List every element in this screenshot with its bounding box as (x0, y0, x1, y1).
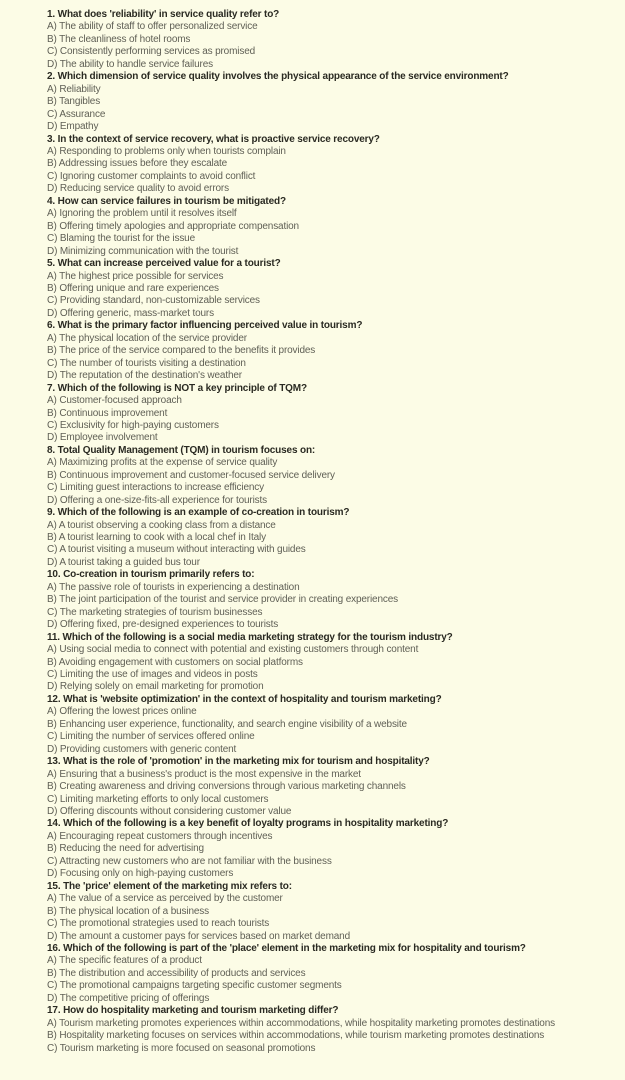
answer-option: D) Offering fixed, pre-designed experiences to tourists (47, 619, 279, 631)
answer-option: D) Minimizing communication with the tourist (47, 245, 239, 257)
answer-option: B) Creating awareness and driving conversions through various marketing channels (47, 781, 406, 793)
answer-option: A) Maximizing profits at the expense of service quality (47, 457, 278, 469)
answer-option: C) Limiting guest interactions to increase efficiency (47, 482, 264, 494)
question-block (47, 71, 622, 133)
answer-option: B) The cleanliness of hotel rooms (47, 33, 191, 45)
question-block (47, 569, 622, 631)
question-block (47, 9, 622, 71)
answer-option: B) The physical location of a business (47, 905, 209, 917)
question-block (47, 881, 622, 943)
answer-option: A) Ignoring the problem until it resolves itself (47, 208, 237, 220)
answer-option: D) Providing customers with generic content (47, 743, 237, 755)
answer-option: A) Encouraging repeat customers through incentives (47, 830, 273, 842)
answer-option: A) Tourism marketing promotes experiences within accommodations, while hospitality marketing promotes destinations (47, 1017, 555, 1029)
question-block (47, 258, 622, 320)
question-text: 8. Total Quality Management (TQM) in tourism focuses on: (47, 444, 316, 456)
answer-option: A) Responding to problems only when tourists complain (47, 145, 286, 157)
question-text: 11. Which of the following is a social media marketing strategy for the tourism industry? (47, 631, 453, 643)
answer-option: A) Offering the lowest prices online (47, 706, 197, 718)
question-block (47, 320, 622, 382)
question-text: 6. What is the primary factor influencing perceived value in tourism? (47, 320, 363, 332)
answer-option: B) Continuous improvement (47, 407, 168, 419)
answer-option: A) The highest price possible for services (47, 270, 224, 282)
answer-option: D) The amount a customer pays for services based on market demand (47, 930, 350, 942)
question-block (47, 507, 622, 569)
answer-option: C) Exclusivity for high-paying customers (47, 419, 219, 431)
question-text: 3. In the context of service recovery, what is proactive service recovery? (47, 133, 380, 145)
question-text: 15. The 'price' element of the marketing mix refers to: (47, 880, 292, 892)
question-text: 7. Which of the following is NOT a key principle of TQM? (47, 382, 307, 394)
question-block (47, 943, 622, 1005)
answer-option: D) The ability to handle service failures (47, 58, 213, 70)
question-text: 17. How do hospitality marketing and tourism marketing differ? (47, 1005, 339, 1017)
question-text: 9. Which of the following is an example of co-creation in tourism? (47, 507, 350, 519)
question-block (47, 134, 622, 196)
answer-option: A) Using social media to connect with potential and existing customers through content (47, 644, 419, 656)
answer-option: A) The physical location of the service provider (47, 332, 247, 344)
answer-option: B) Enhancing user experience, functionality, and search engine visibility of a website (47, 718, 407, 730)
answer-option: B) The distribution and accessibility of products and services (47, 967, 306, 979)
answer-option: D) The competitive pricing of offerings (47, 992, 210, 1004)
answer-option: A) A tourist observing a cooking class from a distance (47, 519, 276, 531)
answer-option: B) Continuous improvement and customer-focused service delivery (47, 469, 335, 481)
question-document (47, 9, 622, 1055)
answer-option: C) Limiting marketing efforts to only local customers (47, 793, 269, 805)
question-text: 13. What is the role of 'promotion' in the marketing mix for tourism and hospitality? (47, 756, 430, 768)
answer-option: B) The price of the service compared to the benefits it provides (47, 345, 316, 357)
answer-option: D) Employee involvement (47, 432, 158, 444)
answer-option: C) Providing standard, non-customizable services (47, 295, 260, 307)
answer-option: D) Relying solely on email marketing for promotion (47, 681, 264, 693)
question-block (47, 818, 622, 880)
question-text: 4. How can service failures in tourism be mitigated? (47, 195, 286, 207)
question-text: 12. What is 'website optimization' in the context of hospitality and tourism marketing? (47, 693, 442, 705)
answer-option: C) The promotional campaigns targeting specific customer segments (47, 980, 342, 992)
answer-option: D) Offering a one-size-fits-all experience for tourists (47, 494, 267, 506)
answer-option: A) The specific features of a product (47, 955, 202, 967)
answer-option: C) Assurance (47, 108, 106, 120)
question-block (47, 383, 622, 445)
answer-option: C) Attracting new customers who are not familiar with the business (47, 855, 332, 867)
question-text: 2. Which dimension of service quality involves the physical appearance of the service environment? (47, 71, 509, 83)
answer-option: A) Reliability (47, 83, 101, 95)
answer-option: A) Customer-focused approach (47, 395, 182, 407)
question-block (47, 1005, 622, 1055)
answer-option: D) Offering generic, mass-market tours (47, 307, 214, 319)
answer-option: C) Ignoring customer complaints to avoid conflict (47, 170, 256, 182)
answer-option: A) The value of a service as perceived by the customer (47, 893, 283, 905)
answer-option: C) Tourism marketing is more focused on seasonal promotions (47, 1042, 316, 1054)
answer-option: D) Reducing service quality to avoid errors (47, 183, 229, 195)
question-block (47, 196, 622, 258)
answer-option: B) Tangibles (47, 96, 101, 108)
answer-option: D) Focusing only on high-paying customers (47, 868, 234, 880)
question-block (47, 756, 622, 818)
answer-option: C) Consistently performing services as promised (47, 46, 256, 58)
answer-option: B) A tourist learning to cook with a local chef in Italy (47, 532, 266, 544)
answer-option: C) Limiting the number of services offered online (47, 731, 255, 743)
question-block (47, 445, 622, 507)
question-block (47, 694, 622, 756)
answer-option: C) A tourist visiting a museum without interacting with guides (47, 544, 306, 556)
answer-option: B) Reducing the need for advertising (47, 843, 204, 855)
answer-option: B) Avoiding engagement with customers on social platforms (47, 656, 303, 668)
answer-option: C) The promotional strategies used to reach tourists (47, 918, 270, 930)
answer-option: B) The joint participation of the tourist and service provider in creating experiences (47, 594, 398, 606)
question-text: 5. What can increase perceived value for a tourist? (47, 258, 281, 270)
question-block (47, 632, 622, 694)
question-text: 10. Co-creation in tourism primarily refers to: (47, 569, 255, 581)
answer-option: A) The ability of staff to offer personalized service (47, 21, 258, 33)
answer-option: A) The passive role of tourists in experiencing a destination (47, 581, 300, 593)
answer-option: B) Offering timely apologies and appropriate compensation (47, 220, 299, 232)
answer-option: D) The reputation of the destination's weather (47, 370, 242, 382)
answer-option: B) Offering unique and rare experiences (47, 282, 219, 294)
question-text: 16. Which of the following is part of the 'place' element in the marketing mix for hospitality and tourism? (47, 942, 526, 954)
answer-option: B) Hospitality marketing focuses on services within accommodations, while tourism marketing promotes destinations (47, 1030, 545, 1042)
answer-option: D) Offering discounts without considering customer value (47, 806, 292, 817)
answer-option: D) A tourist taking a guided bus tour (47, 556, 200, 568)
answer-option: A) Ensuring that a business's product is the most expensive in the market (47, 768, 361, 780)
question-text: 14. Which of the following is a key benefit of loyalty programs in hospitality marketing? (47, 818, 449, 830)
answer-option: C) Blaming the tourist for the issue (47, 233, 195, 245)
question-text: 1. What does 'reliability' in service quality refer to? (47, 9, 280, 20)
answer-option: C) The marketing strategies of tourism businesses (47, 606, 263, 618)
answer-option: C) Limiting the use of images and videos in posts (47, 669, 258, 681)
answer-option: B) Addressing issues before they escalate (47, 158, 228, 170)
answer-option: C) The number of tourists visiting a destination (47, 357, 246, 369)
answer-option: D) Empathy (47, 121, 99, 133)
